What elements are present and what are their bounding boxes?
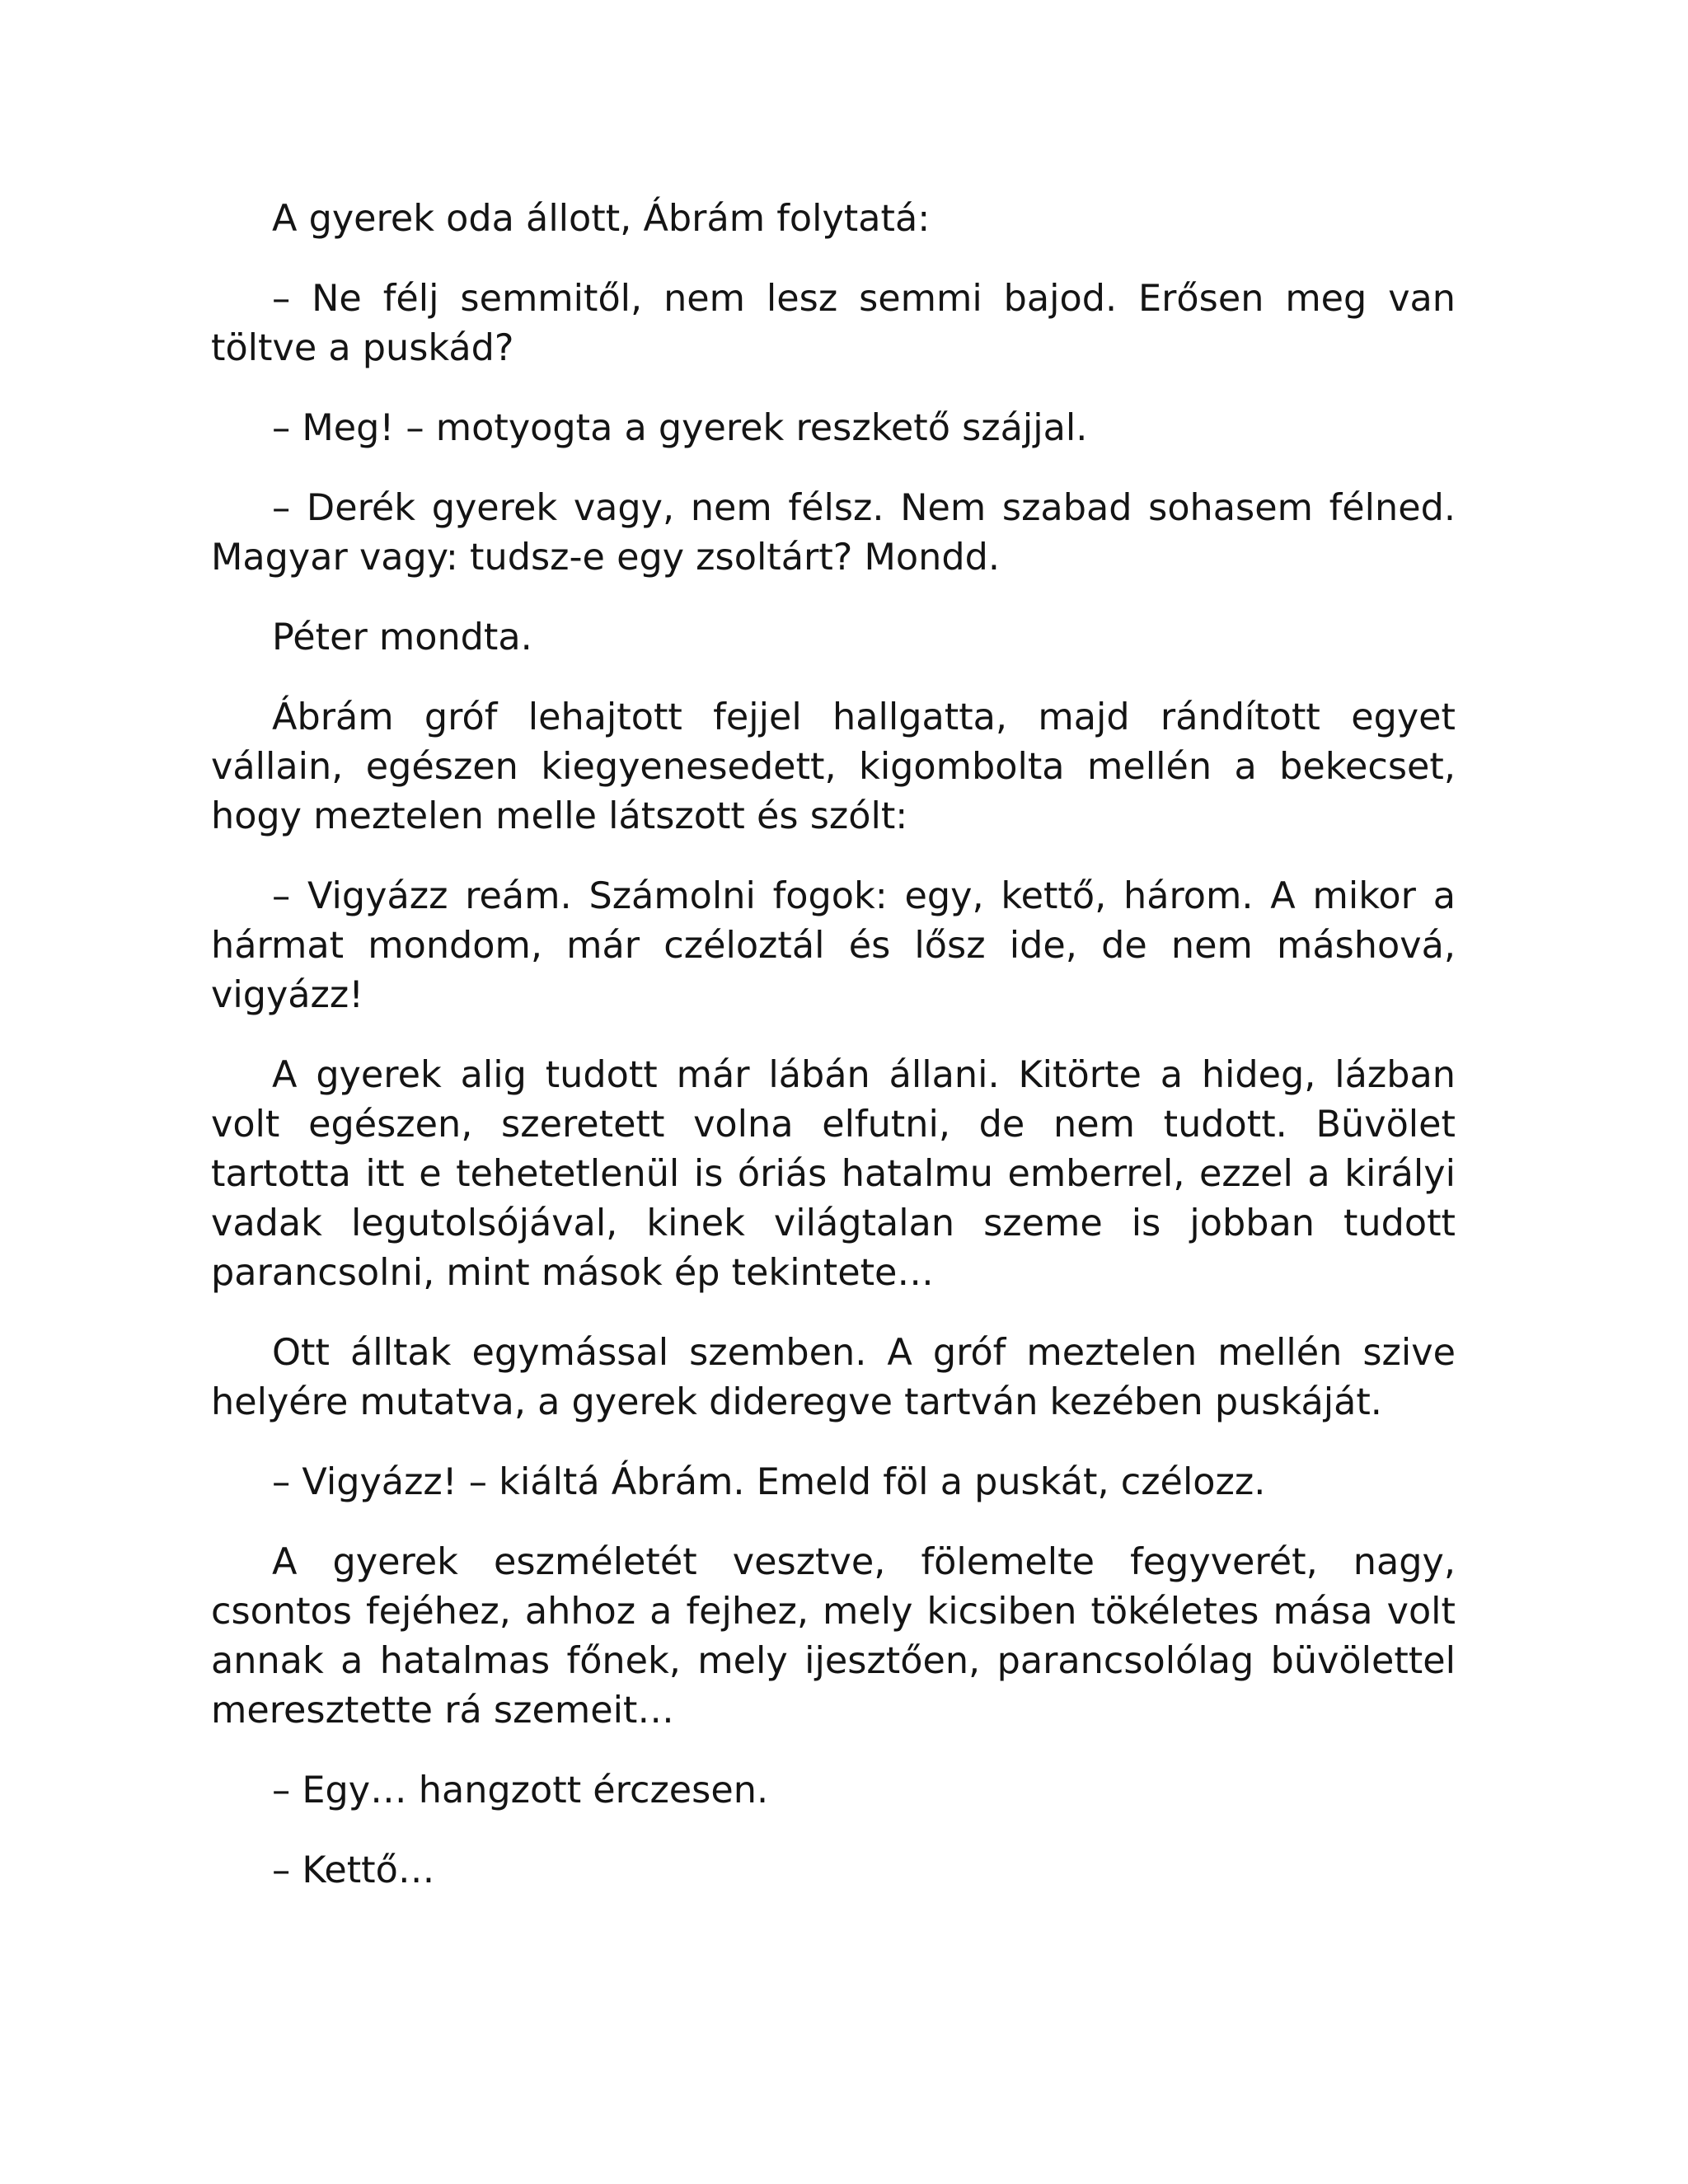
paragraph: – Vigyázz reám. Számolni fogok: egy, kettő, három. A mikor a hármat mondom, már czéloztál és lősz ide, de nem máshová, vigyázz!: [211, 875, 1456, 1016]
paragraph: – Vigyázz! – kiáltá Ábrám. Emeld föl a puskát, czélozz.: [272, 1461, 1266, 1503]
paragraph: Péter mondta.: [272, 616, 532, 658]
paragraph: – Meg! – motyogta a gyerek reszkető szájjal.: [272, 407, 1088, 449]
paragraph: – Derék gyerek vagy, nem félsz. Nem szabad sohasem félned. Magyar vagy: tudsz-e egy zsoltárt? Mondd.: [211, 487, 1456, 579]
paragraph: – Egy… hangzott érczesen.: [272, 1769, 769, 1811]
paragraph: Ábrám gróf lehajtott fejjel hallgatta, majd rándított egyet vállain, egészen kiegyenesedett, kigombolta mellén a bekecset, hogy meztelen melle látszott és szólt:: [211, 696, 1456, 837]
paragraph: – Kettő…: [272, 1849, 435, 1891]
paragraph: A gyerek oda állott, Ábrám folytatá:: [272, 198, 931, 240]
paragraph: A gyerek alig tudott már lábán állani. Kitörte a hideg, lázban volt egészen, szeretett volna elfutni, de nem tudott. Büvölet tartotta itt e tehetetlenül is óriás hatalmu emberrel, ezzel a királyi vadak legutolsójával, kinek világtalan szeme is jobban tudott parancsolni, mint mások ép tekintete…: [211, 1054, 1456, 1294]
paragraph: – Ne félj semmitől, nem lesz semmi bajod. Erősen meg van töltve a puskád?: [211, 278, 1456, 369]
book-page-body: [211, 194, 1456, 1926]
paragraph: Ott álltak egymással szemben. A gróf meztelen mellén szive helyére mutatva, a gyerek dideregve tartván kezében puskáját.: [211, 1332, 1456, 1423]
paragraph: A gyerek eszméletét vesztve, fölemelte fegyverét, nagy, csontos fejéhez, ahhoz a fejhez, mely kicsiben tökéletes mása volt annak a hatalmas főnek, mely ijesztően, parancsolólag büvölettel meresztette rá szemeit…: [211, 1541, 1456, 1732]
